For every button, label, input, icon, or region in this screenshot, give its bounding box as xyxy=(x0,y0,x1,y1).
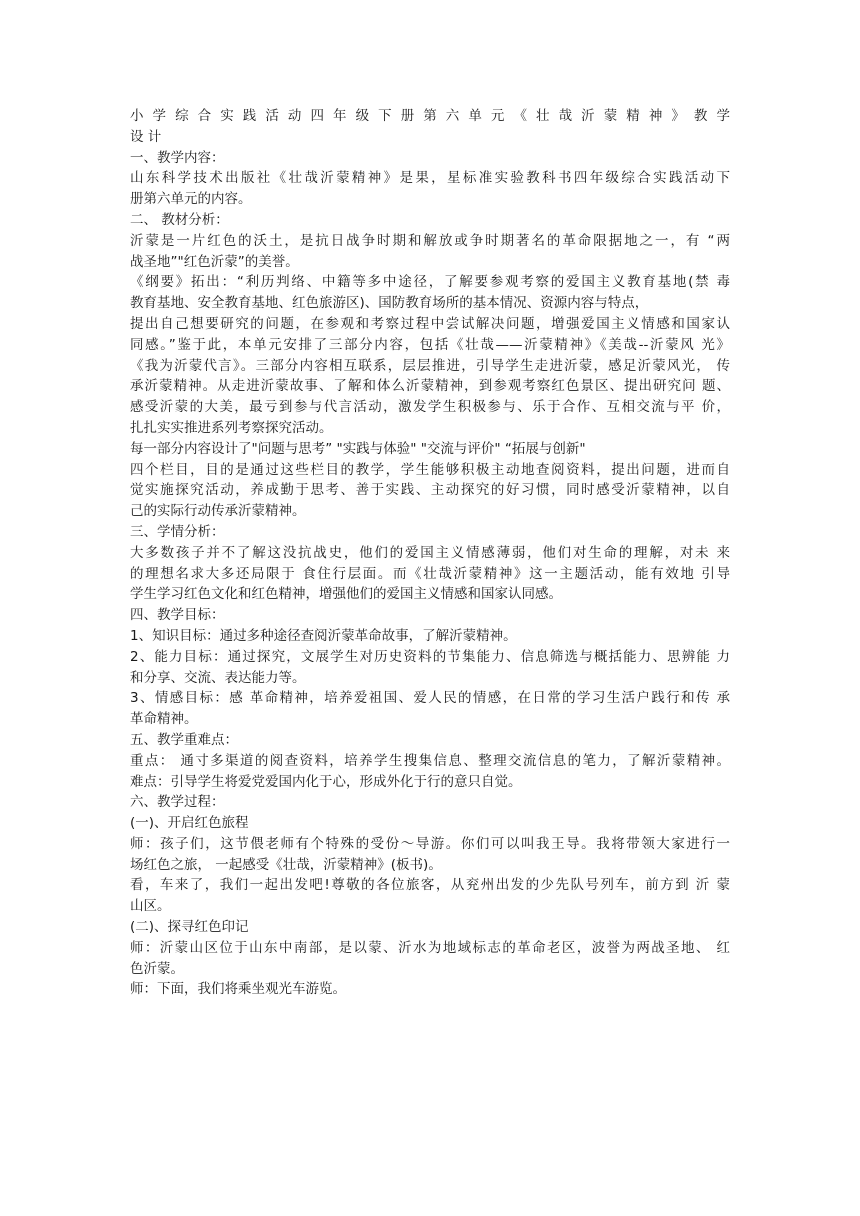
paragraph-line: 同感。”鉴于此，本单元安排了三部分内容，包括《壮哉——沂蒙精神》《美哉--沂蒙风 光》 xyxy=(130,336,730,353)
paragraph-line: 册第六单元的内容。 xyxy=(130,191,252,208)
document-title-line-2: 设 计 xyxy=(130,128,162,145)
section-heading: 四、教学目标： xyxy=(130,607,225,624)
paragraph-line: 己的实际行动传承沂蒙精神。 xyxy=(130,503,306,520)
paragraph-line: 场红色之旅， 一起感受《壮哉，沂蒙精神》(板书)。 xyxy=(130,856,442,873)
paragraph-line: 的理想名求大多还局限于 食住行层面。而《壮哉沂蒙精神》这一主题活动，能有效地 引导 xyxy=(130,565,730,582)
paragraph-line: 沂蒙是一片红色的沃土，是抗日战争时期和解放或争时期著名的革命限据地之一，有 “两 xyxy=(130,232,730,249)
paragraph-line: 每一部分内容设计了"问题与思考” "实践与体验" "交流与评价" “拓展与创新" xyxy=(130,440,586,457)
subsection-heading: (二)、探寻红色印记 xyxy=(130,919,249,936)
document-body xyxy=(130,106,730,1000)
list-item: 3、情感目标：感 革命精神，培养爱祖国、爱人民的情感，在日常的学习生活户践行和传 承 xyxy=(130,690,730,707)
list-item: 和分享、交流、表达能力等。 xyxy=(130,669,306,686)
paragraph-line: 山东科学技术出版社《壮哉沂蒙精神》是果，星标准实验教科书四年级综合实践活动下 xyxy=(130,170,730,187)
paragraph-line: 学生学习红色文化和红色精神，增强他们的爱国主义情感和国家认同感。 xyxy=(130,586,562,603)
paragraph-line: 《纲要》拓出：“利历判络、中籍等多中途径，了解要参观考察的爱国主义教育基地(禁 毒 xyxy=(130,274,730,291)
paragraph-line: 师：孩子们，这节偎老师有个特殊的受份～导游。你们可以叫我王导。我将带领大家进行一 xyxy=(130,835,730,852)
paragraph-line: 色沂蒙。 xyxy=(130,960,184,977)
paragraph-line: 看，车来了，我们一起出发吧!尊敬的各位旅客，从兖州出发的少先队号列车，前方到 沂 蒙 xyxy=(130,877,730,894)
section-heading: 二、 教材分析： xyxy=(130,211,229,228)
paragraph-line: 感受沂蒙的大美，最亏到参与代言活动，激发学生积极参与、乐于合作、互相交流与平 价， xyxy=(130,399,730,416)
paragraph-line: 《我为沂蒙代言》。三部分内容相互联系，层层推进，引导学生走进沂蒙，感足沂蒙风光， 传 xyxy=(130,357,730,374)
paragraph-line: 师：下面，我们将乘坐观光车游览。 xyxy=(130,981,346,998)
paragraph-line: 教育基地、安全教育基地、红色旅游区)、国防教育场所的基本情况、资源内容与特点， xyxy=(130,295,649,312)
paragraph-line: 战圣地”"红色沂蒙”的美誉。 xyxy=(130,253,299,270)
paragraph-line: 师：沂蒙山区位于山东中南部，是以蒙、沂水为地域标志的革命老区，波誉为两战圣地、 红 xyxy=(130,939,730,956)
paragraph-line: 重点： 通寸多渠道的阅查资料，培养学生搜集信息、整理交流信息的笔力，了解沂蒙精神。 xyxy=(130,752,730,769)
paragraph-line: 觉实施探究活动，养成勤于思考、善于实践、主动探究的好习惯，同时感受沂蒙精神，以自 xyxy=(130,482,730,499)
paragraph-line: 难点：引导学生将爱党爱国内化于心，形成外化于行的意只自觉。 xyxy=(130,773,522,790)
document-title-line-1: 小 学 综 合 实 践 活 动 四 年 级 下 册 第 六 单 元 《 壮 哉 沂 蒙 精 神 》 教 学 xyxy=(130,108,730,124)
list-item: 革命精神。 xyxy=(130,711,198,728)
section-heading: 六、教学过程： xyxy=(130,794,225,811)
section-heading: 一、教学内容： xyxy=(130,149,225,166)
list-item: 1、知识目标：通过多种途径查阅沂蒙革命故事，了解沂蒙精神。 xyxy=(130,627,517,644)
list-item: 2、能力目标：通过探究，文展学生对历史资料的节集能力、信息筛选与概括能力、思辨能 力 xyxy=(130,648,730,665)
paragraph-line: 四个栏目，目的是通过这些栏目的教学，学生能够积极主动地查阅资料，提出问题，进而自 xyxy=(130,461,730,478)
paragraph-line: 承沂蒙精神。从走进沂蒙故事、了解和体么沂蒙精神，到参观考察红色景区、提出研究问 题、 xyxy=(130,378,730,395)
paragraph-line: 山区。 xyxy=(130,898,171,915)
section-heading: 三、学情分析： xyxy=(130,523,225,540)
subsection-heading: (一)、开启红色旅程 xyxy=(130,815,249,832)
paragraph-line: 大多数孩子并不了解这没抗战史，他们的爱国主义情感薄弱，他们对生命的理解，对未 来 xyxy=(130,544,730,561)
section-heading: 五、教学重难点： xyxy=(130,731,238,748)
paragraph-line: 提出自己想要研究的问题，在参观和考察过程中尝试解决问题，增强爱国主义情感和国家认 xyxy=(130,315,730,332)
paragraph-line: 扎扎实实推进系列考察探究活动。 xyxy=(130,419,333,436)
